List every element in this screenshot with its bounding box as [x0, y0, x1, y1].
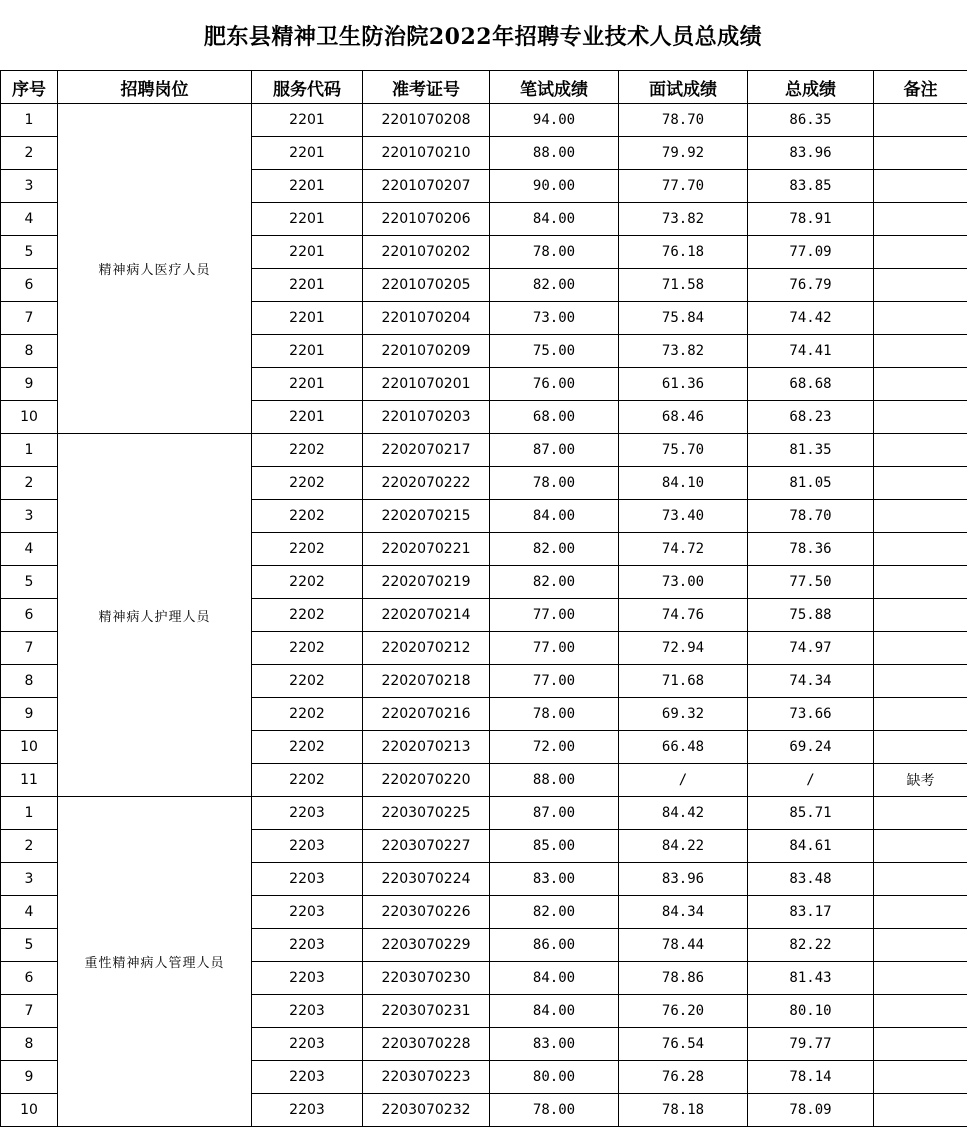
- cell-service-code: 2203: [252, 962, 363, 995]
- cell-total-score: 78.36: [748, 533, 874, 566]
- cell-interview-score: 84.42: [619, 797, 748, 830]
- cell-exam-id: 2201070205: [363, 269, 490, 302]
- cell-remark: [874, 170, 967, 203]
- cell-exam-id: 2201070203: [363, 401, 490, 434]
- cell-interview-score: 73.82: [619, 335, 748, 368]
- cell-remark: [874, 104, 967, 137]
- cell-seq: 7: [1, 302, 58, 335]
- cell-exam-id: 2202070218: [363, 665, 490, 698]
- cell-total-score: 83.17: [748, 896, 874, 929]
- cell-interview-score: 84.22: [619, 830, 748, 863]
- cell-written-score: 83.00: [490, 863, 619, 896]
- cell-total-score: 74.34: [748, 665, 874, 698]
- cell-service-code: 2203: [252, 929, 363, 962]
- cell-service-code: 2203: [252, 1028, 363, 1061]
- cell-exam-id: 2202070217: [363, 434, 490, 467]
- cell-remark: [874, 995, 967, 1028]
- cell-remark: [874, 434, 967, 467]
- cell-interview-score: 83.96: [619, 863, 748, 896]
- cell-position: 精神病人护理人员: [58, 434, 252, 797]
- cell-exam-id: 2203070226: [363, 896, 490, 929]
- cell-exam-id: 2203070225: [363, 797, 490, 830]
- cell-written-score: 84.00: [490, 500, 619, 533]
- cell-interview-score: 78.86: [619, 962, 748, 995]
- cell-interview-score: 74.76: [619, 599, 748, 632]
- cell-seq: 1: [1, 434, 58, 467]
- cell-seq: 5: [1, 566, 58, 599]
- cell-total-score: 80.10: [748, 995, 874, 1028]
- cell-written-score: 87.00: [490, 797, 619, 830]
- header-written-score: 笔试成绩: [490, 71, 619, 104]
- cell-total-score: 68.23: [748, 401, 874, 434]
- cell-seq: 2: [1, 830, 58, 863]
- cell-remark: [874, 236, 967, 269]
- cell-written-score: 78.00: [490, 698, 619, 731]
- cell-service-code: 2201: [252, 368, 363, 401]
- cell-written-score: 77.00: [490, 665, 619, 698]
- cell-total-score: /: [748, 764, 874, 797]
- cell-remark: [874, 566, 967, 599]
- cell-service-code: 2201: [252, 203, 363, 236]
- cell-seq: 3: [1, 500, 58, 533]
- cell-written-score: 82.00: [490, 896, 619, 929]
- cell-seq: 10: [1, 731, 58, 764]
- cell-service-code: 2203: [252, 995, 363, 1028]
- header-service-code: 服务代码: [252, 71, 363, 104]
- cell-exam-id: 2201070202: [363, 236, 490, 269]
- cell-service-code: 2202: [252, 731, 363, 764]
- cell-written-score: 80.00: [490, 1061, 619, 1094]
- cell-written-score: 84.00: [490, 995, 619, 1028]
- cell-interview-score: 76.54: [619, 1028, 748, 1061]
- table-row: [1, 104, 967, 137]
- cell-total-score: 78.70: [748, 500, 874, 533]
- cell-total-score: 74.97: [748, 632, 874, 665]
- cell-exam-id: 2201070206: [363, 203, 490, 236]
- cell-interview-score: 73.00: [619, 566, 748, 599]
- cell-seq: 2: [1, 137, 58, 170]
- cell-seq: 8: [1, 1028, 58, 1061]
- cell-service-code: 2201: [252, 302, 363, 335]
- header-seq: 序号: [1, 71, 58, 104]
- cell-exam-id: 2202070213: [363, 731, 490, 764]
- cell-position: 重性精神病人管理人员: [58, 797, 252, 1127]
- cell-interview-score: 78.18: [619, 1094, 748, 1127]
- cell-service-code: 2202: [252, 467, 363, 500]
- cell-interview-score: 76.20: [619, 995, 748, 1028]
- cell-written-score: 85.00: [490, 830, 619, 863]
- cell-service-code: 2202: [252, 665, 363, 698]
- cell-remark: [874, 500, 967, 533]
- cell-exam-id: 2203070227: [363, 830, 490, 863]
- cell-remark: [874, 335, 967, 368]
- cell-total-score: 73.66: [748, 698, 874, 731]
- cell-seq: 6: [1, 962, 58, 995]
- cell-written-score: 73.00: [490, 302, 619, 335]
- cell-interview-score: 71.58: [619, 269, 748, 302]
- cell-written-score: 83.00: [490, 1028, 619, 1061]
- cell-seq: 3: [1, 170, 58, 203]
- cell-interview-score: 73.40: [619, 500, 748, 533]
- cell-interview-score: 71.68: [619, 665, 748, 698]
- cell-total-score: 81.43: [748, 962, 874, 995]
- cell-service-code: 2201: [252, 170, 363, 203]
- cell-service-code: 2202: [252, 764, 363, 797]
- header-position: 招聘岗位: [58, 71, 252, 104]
- cell-remark: [874, 929, 967, 962]
- cell-exam-id: 2202070214: [363, 599, 490, 632]
- cell-seq: 9: [1, 1061, 58, 1094]
- cell-total-score: 82.22: [748, 929, 874, 962]
- cell-exam-id: 2203070224: [363, 863, 490, 896]
- cell-seq: 10: [1, 401, 58, 434]
- cell-written-score: 77.00: [490, 599, 619, 632]
- cell-written-score: 82.00: [490, 533, 619, 566]
- header-row: [1, 71, 967, 104]
- cell-remark: [874, 797, 967, 830]
- cell-interview-score: 72.94: [619, 632, 748, 665]
- cell-total-score: 83.48: [748, 863, 874, 896]
- cell-service-code: 2201: [252, 236, 363, 269]
- cell-interview-score: 69.32: [619, 698, 748, 731]
- cell-remark: [874, 665, 967, 698]
- cell-written-score: 94.00: [490, 104, 619, 137]
- cell-total-score: 78.09: [748, 1094, 874, 1127]
- cell-written-score: 77.00: [490, 632, 619, 665]
- cell-written-score: 76.00: [490, 368, 619, 401]
- cell-written-score: 87.00: [490, 434, 619, 467]
- cell-service-code: 2203: [252, 797, 363, 830]
- cell-written-score: 72.00: [490, 731, 619, 764]
- cell-service-code: 2201: [252, 269, 363, 302]
- cell-exam-id: 2203070232: [363, 1094, 490, 1127]
- cell-seq: 6: [1, 269, 58, 302]
- cell-interview-score: 75.70: [619, 434, 748, 467]
- header-exam-id: 准考证号: [363, 71, 490, 104]
- cell-interview-score: 68.46: [619, 401, 748, 434]
- cell-remark: [874, 731, 967, 764]
- cell-seq: 5: [1, 236, 58, 269]
- cell-service-code: 2202: [252, 533, 363, 566]
- cell-exam-id: 2203070223: [363, 1061, 490, 1094]
- cell-total-score: 74.42: [748, 302, 874, 335]
- cell-position: 精神病人医疗人员: [58, 104, 252, 434]
- cell-service-code: 2202: [252, 599, 363, 632]
- cell-seq: 9: [1, 368, 58, 401]
- table-row: [1, 797, 967, 830]
- cell-exam-id: 2202070219: [363, 566, 490, 599]
- score-table: [0, 70, 967, 1127]
- cell-seq: 4: [1, 896, 58, 929]
- cell-total-score: 81.05: [748, 467, 874, 500]
- cell-remark: [874, 896, 967, 929]
- cell-remark: [874, 962, 967, 995]
- cell-exam-id: 2202070212: [363, 632, 490, 665]
- cell-remark: [874, 203, 967, 236]
- table-body: [1, 104, 967, 1127]
- cell-exam-id: 2202070220: [363, 764, 490, 797]
- cell-seq: 1: [1, 104, 58, 137]
- cell-exam-id: 2203070230: [363, 962, 490, 995]
- cell-service-code: 2201: [252, 401, 363, 434]
- cell-remark: [874, 632, 967, 665]
- cell-total-score: 81.35: [748, 434, 874, 467]
- cell-interview-score: 75.84: [619, 302, 748, 335]
- cell-seq: 4: [1, 533, 58, 566]
- cell-seq: 4: [1, 203, 58, 236]
- cell-seq: 9: [1, 698, 58, 731]
- cell-total-score: 77.50: [748, 566, 874, 599]
- table-row: [1, 434, 967, 467]
- cell-total-score: 74.41: [748, 335, 874, 368]
- cell-remark: [874, 863, 967, 896]
- cell-remark: [874, 1061, 967, 1094]
- cell-remark: [874, 137, 967, 170]
- cell-interview-score: 61.36: [619, 368, 748, 401]
- cell-exam-id: 2201070204: [363, 302, 490, 335]
- header-remark: 备注: [874, 71, 967, 104]
- cell-interview-score: 73.82: [619, 203, 748, 236]
- cell-remark: [874, 467, 967, 500]
- cell-service-code: 2201: [252, 335, 363, 368]
- cell-service-code: 2203: [252, 896, 363, 929]
- cell-seq: 7: [1, 632, 58, 665]
- cell-service-code: 2202: [252, 632, 363, 665]
- cell-exam-id: 2201070208: [363, 104, 490, 137]
- cell-service-code: 2202: [252, 566, 363, 599]
- cell-seq: 6: [1, 599, 58, 632]
- cell-total-score: 86.35: [748, 104, 874, 137]
- cell-interview-score: 84.10: [619, 467, 748, 500]
- cell-remark: [874, 1028, 967, 1061]
- cell-written-score: 78.00: [490, 1094, 619, 1127]
- cell-written-score: 82.00: [490, 269, 619, 302]
- cell-seq: 8: [1, 335, 58, 368]
- cell-seq: 2: [1, 467, 58, 500]
- cell-interview-score: 76.18: [619, 236, 748, 269]
- cell-remark: [874, 368, 967, 401]
- cell-total-score: 84.61: [748, 830, 874, 863]
- cell-service-code: 2201: [252, 104, 363, 137]
- cell-interview-score: 66.48: [619, 731, 748, 764]
- cell-total-score: 76.79: [748, 269, 874, 302]
- cell-total-score: 77.09: [748, 236, 874, 269]
- cell-exam-id: 2201070201: [363, 368, 490, 401]
- cell-seq: 5: [1, 929, 58, 962]
- header-total-score: 总成绩: [748, 71, 874, 104]
- cell-written-score: 82.00: [490, 566, 619, 599]
- cell-remark: [874, 599, 967, 632]
- cell-exam-id: 2202070221: [363, 533, 490, 566]
- cell-interview-score: 74.72: [619, 533, 748, 566]
- cell-service-code: 2203: [252, 1061, 363, 1094]
- cell-exam-id: 2203070228: [363, 1028, 490, 1061]
- cell-exam-id: 2201070207: [363, 170, 490, 203]
- cell-exam-id: 2201070209: [363, 335, 490, 368]
- cell-service-code: 2202: [252, 434, 363, 467]
- cell-total-score: 83.85: [748, 170, 874, 203]
- cell-service-code: 2202: [252, 698, 363, 731]
- header-interview-score: 面试成绩: [619, 71, 748, 104]
- cell-remark: [874, 1094, 967, 1127]
- cell-remark: 缺考: [874, 764, 967, 797]
- cell-service-code: 2203: [252, 830, 363, 863]
- cell-interview-score: 79.92: [619, 137, 748, 170]
- cell-exam-id: 2202070216: [363, 698, 490, 731]
- cell-interview-score: 78.70: [619, 104, 748, 137]
- cell-written-score: 88.00: [490, 137, 619, 170]
- cell-total-score: 78.14: [748, 1061, 874, 1094]
- cell-written-score: 86.00: [490, 929, 619, 962]
- cell-written-score: 84.00: [490, 203, 619, 236]
- cell-remark: [874, 401, 967, 434]
- cell-service-code: 2203: [252, 863, 363, 896]
- cell-seq: 3: [1, 863, 58, 896]
- cell-total-score: 85.71: [748, 797, 874, 830]
- cell-written-score: 78.00: [490, 467, 619, 500]
- cell-exam-id: 2203070229: [363, 929, 490, 962]
- cell-total-score: 69.24: [748, 731, 874, 764]
- cell-written-score: 88.00: [490, 764, 619, 797]
- cell-total-score: 78.91: [748, 203, 874, 236]
- cell-written-score: 68.00: [490, 401, 619, 434]
- cell-exam-id: 2203070231: [363, 995, 490, 1028]
- cell-written-score: 75.00: [490, 335, 619, 368]
- cell-total-score: 79.77: [748, 1028, 874, 1061]
- cell-remark: [874, 533, 967, 566]
- cell-written-score: 90.00: [490, 170, 619, 203]
- cell-remark: [874, 698, 967, 731]
- cell-seq: 11: [1, 764, 58, 797]
- cell-remark: [874, 302, 967, 335]
- cell-interview-score: 76.28: [619, 1061, 748, 1094]
- cell-service-code: 2203: [252, 1094, 363, 1127]
- cell-seq: 8: [1, 665, 58, 698]
- cell-interview-score: 84.34: [619, 896, 748, 929]
- cell-total-score: 75.88: [748, 599, 874, 632]
- cell-interview-score: 77.70: [619, 170, 748, 203]
- cell-seq: 7: [1, 995, 58, 1028]
- cell-total-score: 68.68: [748, 368, 874, 401]
- cell-interview-score: /: [619, 764, 748, 797]
- cell-exam-id: 2201070210: [363, 137, 490, 170]
- cell-written-score: 84.00: [490, 962, 619, 995]
- cell-service-code: 2201: [252, 137, 363, 170]
- cell-seq: 1: [1, 797, 58, 830]
- cell-total-score: 83.96: [748, 137, 874, 170]
- cell-exam-id: 2202070215: [363, 500, 490, 533]
- cell-service-code: 2202: [252, 500, 363, 533]
- cell-exam-id: 2202070222: [363, 467, 490, 500]
- cell-remark: [874, 830, 967, 863]
- cell-seq: 10: [1, 1094, 58, 1127]
- cell-interview-score: 78.44: [619, 929, 748, 962]
- page-title: 肥东县精神卫生防治院2022年招聘专业技术人员总成绩: [203, 23, 763, 50]
- cell-remark: [874, 269, 967, 302]
- cell-written-score: 78.00: [490, 236, 619, 269]
